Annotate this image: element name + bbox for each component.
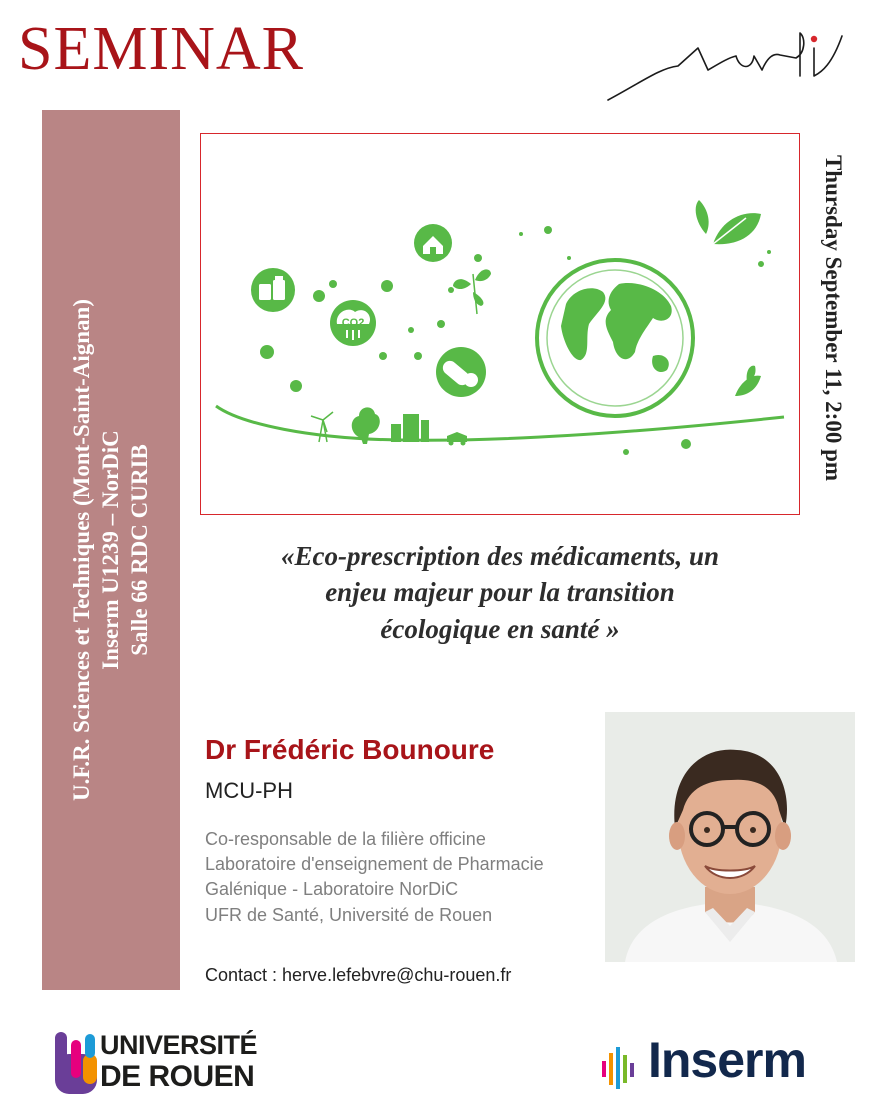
talk-title [195, 538, 805, 647]
speaker-role: MCU-PH [205, 778, 293, 803]
speaker-name: Dr Frédéric Bounoure [205, 734, 495, 765]
affiliation-line-4: UFR de Santé, Université de Rouen [205, 904, 493, 925]
talk-title-line-3: écologique en santé » [380, 613, 620, 644]
de-rouen-label: DE ROUEN [100, 1060, 255, 1093]
inserm-wordmark: Inserm [648, 1032, 806, 1088]
co2-icon [330, 300, 376, 346]
co2-label: CO2 [341, 317, 365, 329]
contact-email: Contact : herve.lefebvre@chu-rouen.fr [205, 965, 512, 985]
speaker-photo [605, 712, 855, 962]
venue-line-2: Inserm U1239 – NorDiC [97, 430, 123, 670]
pill-icon [436, 347, 486, 397]
eco-illustration [200, 133, 800, 515]
eco-health-picture [201, 134, 798, 513]
affiliation-line-1: Co-responsable de la filière officine [205, 829, 486, 849]
nordic-logo [600, 8, 850, 108]
speaker-affiliation [205, 827, 544, 928]
sprig-icon-right [735, 366, 761, 396]
seminar-date: Thursday September 11, 2:00 pm [821, 154, 846, 482]
venue-line-1: U.F.R. Sciences et Techniques (Mont-Saint-Aignan) [68, 299, 94, 801]
globe-icon [537, 260, 693, 416]
universite-label: UNIVERSITÉ [100, 1030, 258, 1060]
sprig-icon [453, 269, 491, 314]
talk-title-line-2: enjeu majeur pour la transition [325, 577, 675, 608]
venue-sidebar [42, 110, 180, 990]
medicine-jars-icon [251, 268, 295, 312]
leaf-icon [696, 200, 761, 244]
seminar-title: SEMINAR [18, 15, 305, 83]
universite-wordmark [100, 1032, 257, 1092]
affiliation-line-2: Laboratoire d'enseignement de Pharmacie [205, 854, 544, 875]
house-icon [414, 224, 452, 262]
venue-line-3: Salle 66 RDC CURIB [126, 444, 152, 656]
affiliation-line-3: Galénique - Laboratoire NorDiC [205, 879, 459, 900]
talk-title-line-1: «Eco-prescription des médicaments, un [281, 541, 719, 571]
inserm-logo-icon [600, 1045, 640, 1090]
